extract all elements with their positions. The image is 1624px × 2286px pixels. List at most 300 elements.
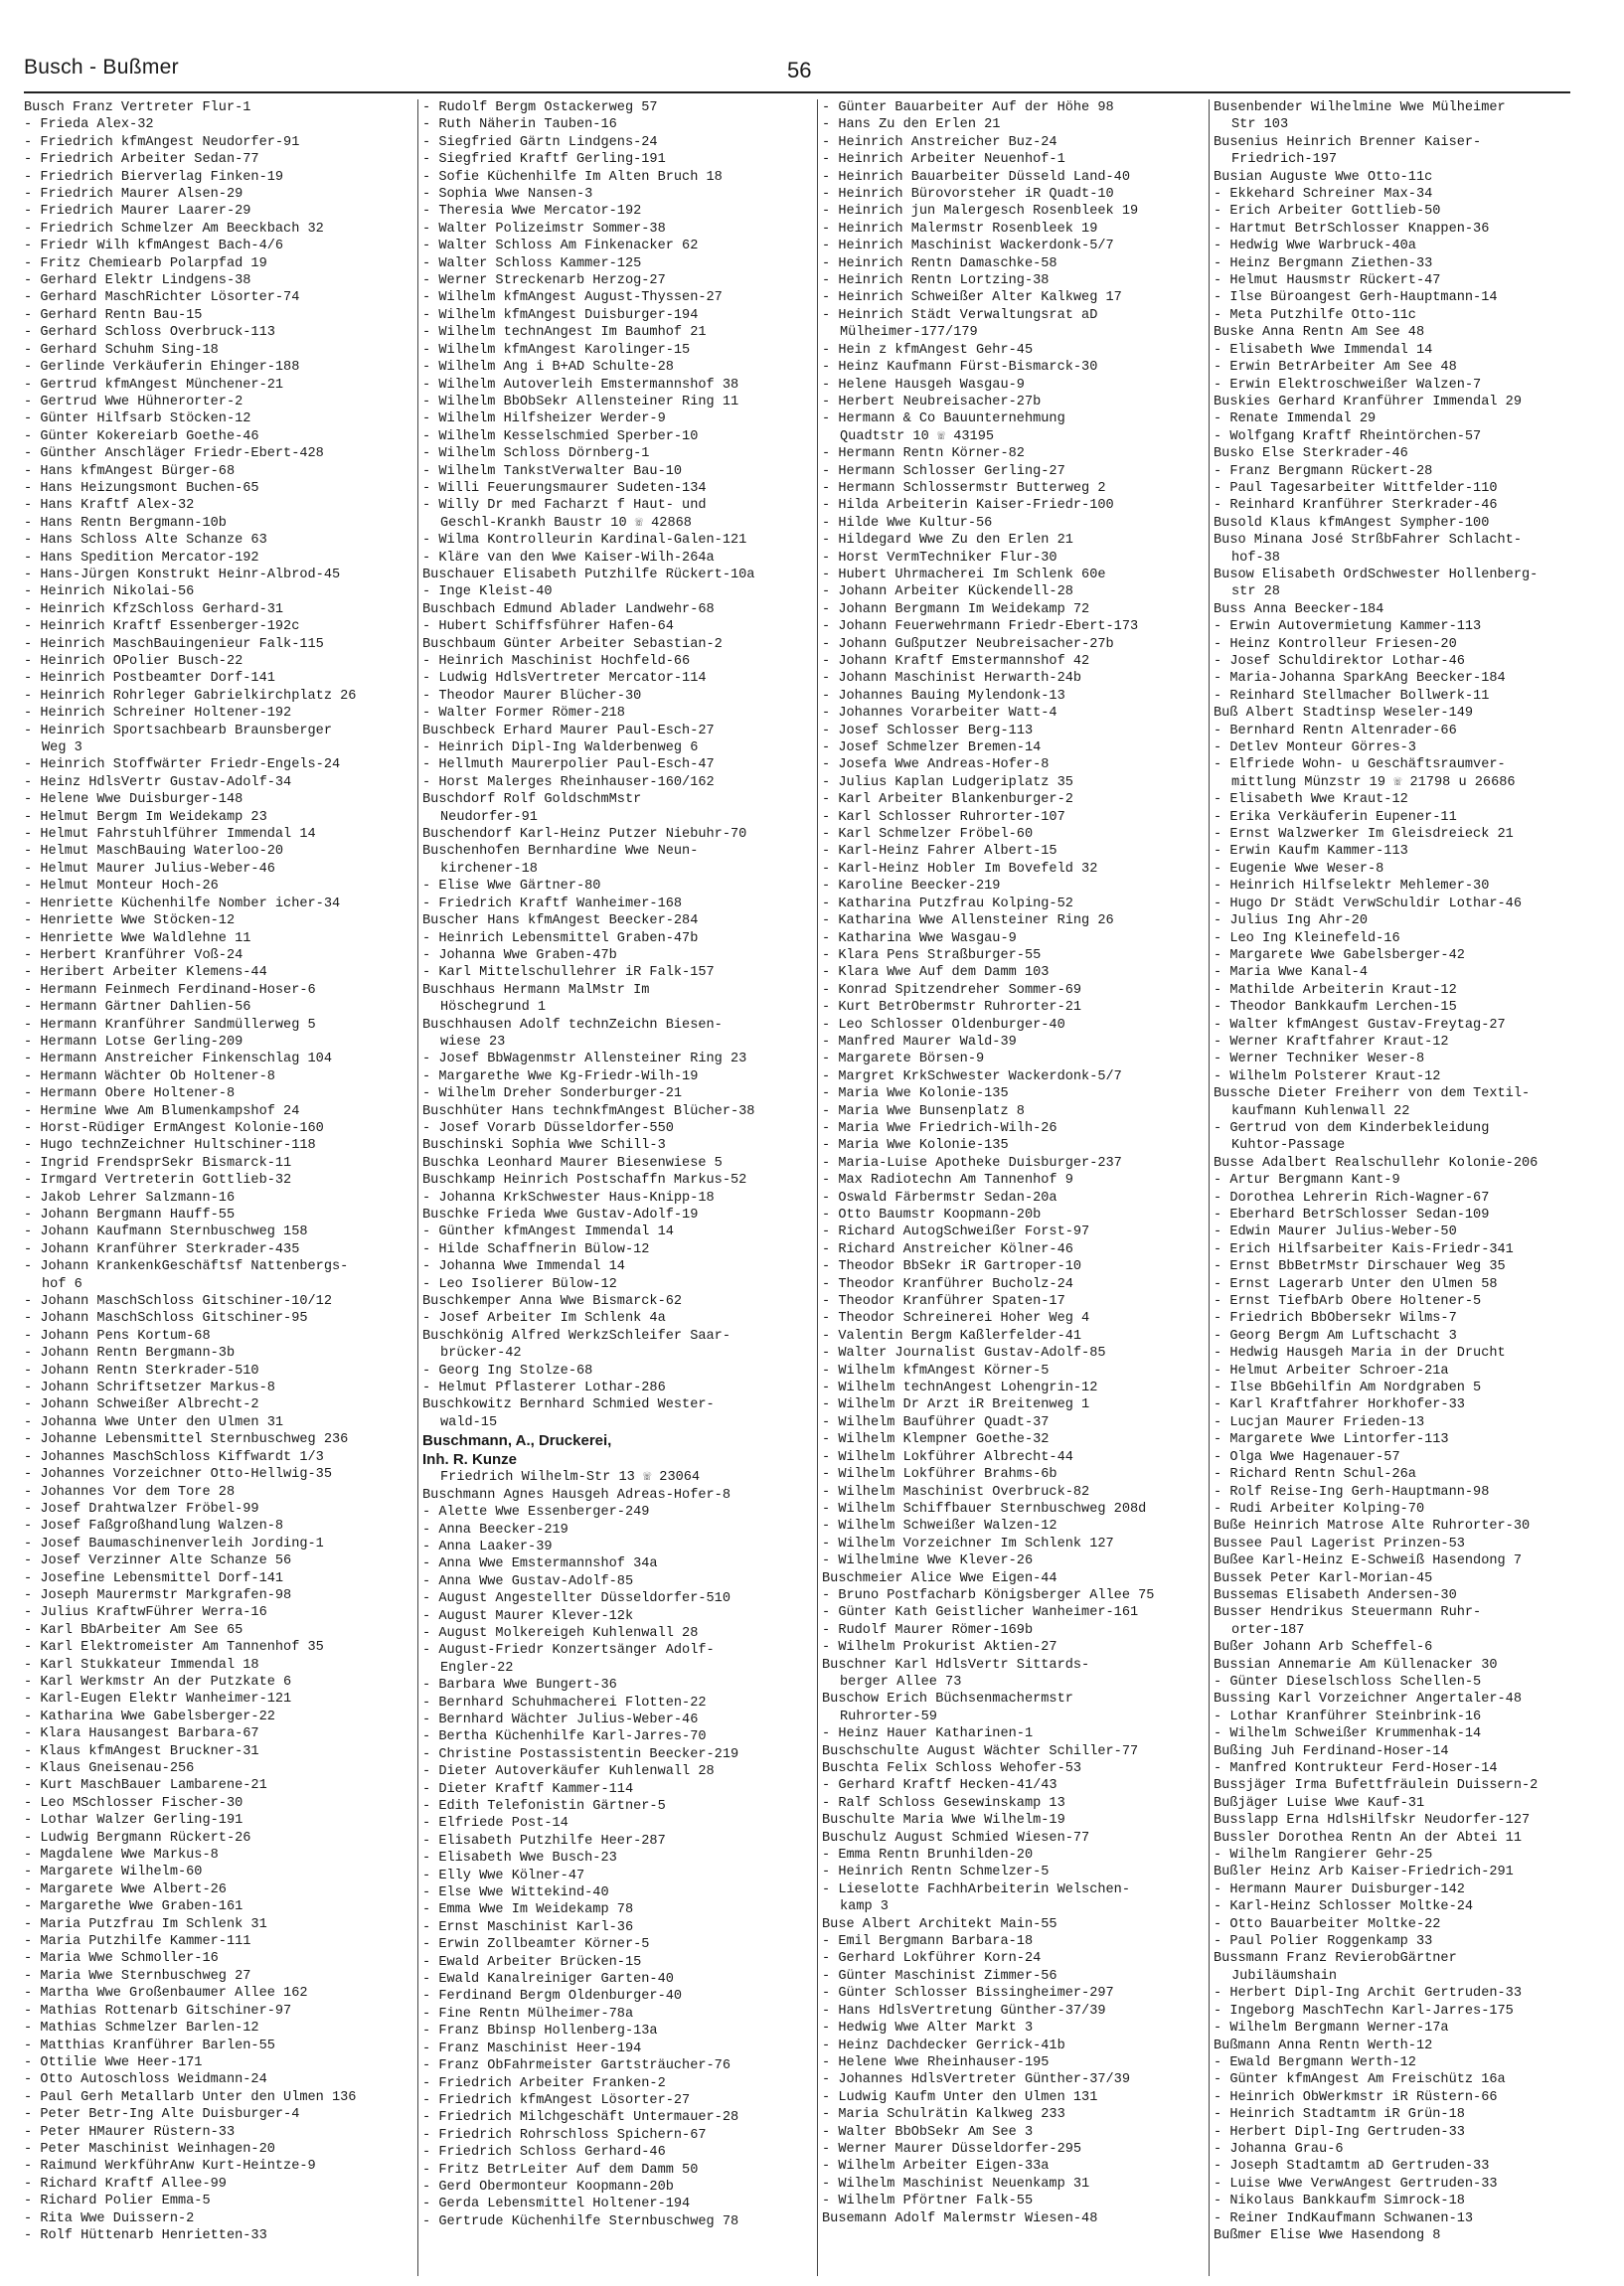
directory-entry: Busse Adalbert Realschullehr Kolonie-206 bbox=[1214, 1155, 1539, 1171]
directory-columns bbox=[24, 99, 1570, 2276]
directory-entry: - Wilhelm Vorzeichner Im Schlenk 127 bbox=[822, 1536, 1114, 1551]
directory-entry: - Siegfried Gärtn Lindgens-24 bbox=[422, 134, 658, 150]
directory-entry: Buscher Hans kfmAngest Beecker-284 bbox=[422, 913, 699, 929]
directory-entry: Busenius Heinrich Brenner Kaiser- bbox=[1214, 134, 1482, 150]
directory-entry: - Heinrich OPolier Busch-22 bbox=[24, 654, 244, 669]
directory-entry: - Margarethe Wwe Kg-Friedr-Wilh-19 bbox=[422, 1068, 699, 1084]
directory-entry: - Maria Wwe Sternbuschweg 27 bbox=[24, 1968, 251, 1984]
directory-entry: Busslapp Erna HdlsHilfskr Neudorfer-127 bbox=[1214, 1813, 1531, 1829]
directory-entry: - Wilhelm Dreher Sonderburger-21 bbox=[422, 1086, 683, 1102]
directory-entry: - Karl Arbeiter Blankenburger-2 bbox=[822, 792, 1073, 808]
directory-entry: - Wilhelm Prokurist Aktien-27 bbox=[822, 1640, 1057, 1656]
directory-entry: - Hans Schloss Alte Schanze 63 bbox=[24, 533, 267, 549]
directory-entry: Buschulte Maria Wwe Wilhelm-19 bbox=[822, 1813, 1065, 1829]
directory-entry: - Ilse BbGehilfin Am Nordgraben 5 bbox=[1214, 1381, 1482, 1396]
directory-entry: Bußmer Elise Wwe Hasendong 8 bbox=[1214, 2227, 1441, 2243]
directory-entry: - Johann Arbeiter Kückendell-28 bbox=[822, 584, 1073, 600]
directory-entry: - Walter BbObSekr Am See 3 bbox=[822, 2124, 1034, 2140]
directory-entry: - Edwin Maurer Julius-Weber-50 bbox=[1214, 1225, 1457, 1240]
directory-entry: - Fine Rentn Mülheimer-78a bbox=[422, 2006, 634, 2022]
directory-entry: - Wilhelm kfmAngest Körner-5 bbox=[822, 1363, 1050, 1379]
directory-entry: - Gerhard Lokführer Korn-24 bbox=[822, 1951, 1042, 1967]
directory-entry: - Dorothea Lehrerin Rich-Wagner-67 bbox=[1214, 1190, 1490, 1206]
directory-entry: Buschbeck Erhard Maurer Paul-Esch-27 bbox=[422, 723, 715, 738]
directory-entry: - Christine Postassistentin Beecker-219 bbox=[422, 1746, 739, 1762]
directory-entry: - Hermann Schlosser Gerling-27 bbox=[822, 463, 1065, 479]
directory-entry: - Friedrich Milchgeschäft Untermauer-28 bbox=[422, 2110, 739, 2126]
directory-entry: - Hermann Schlossermstr Butterweg 2 bbox=[822, 480, 1106, 496]
directory-entry: - Friedrich Arbeiter Sedan-77 bbox=[24, 152, 259, 168]
directory-entry: - Wilhelm Bauführer Quadt-37 bbox=[822, 1414, 1050, 1430]
directory-entry: - Heinrich Maschinist Wackerdonk-5/7 bbox=[822, 239, 1114, 254]
directory-entry: - Hans-Jürgen Konstrukt Heinr-Albrod-45 bbox=[24, 567, 341, 582]
directory-entry: - Emil Bergmann Barbara-18 bbox=[822, 1934, 1034, 1950]
directory-entry: - Friedrich Schmelzer Am Beeckbach 32 bbox=[24, 221, 324, 237]
directory-entry: - Anna Wwe Gustav-Adolf-85 bbox=[422, 1573, 634, 1589]
directory-entry: - Johanna KrkSchwester Haus-Knipp-18 bbox=[422, 1190, 715, 1206]
directory-entry: - Heinrich ObWerkmstr iR Rüstern-66 bbox=[1214, 2089, 1498, 2105]
directory-entry: - Gerlinde Verkäuferin Ehinger-188 bbox=[24, 360, 300, 376]
directory-entry: - Richard Anstreicher Kölner-46 bbox=[822, 1241, 1073, 1257]
directory-entry: - Heinrich Rentn Lortzing-38 bbox=[822, 273, 1050, 289]
directory-entry: - Reinhard Stellmacher Bollwerk-11 bbox=[1214, 688, 1490, 704]
directory-entry: - Johann Pens Kortum-68 bbox=[24, 1328, 211, 1344]
directory-entry: - Helene Wwe Rheinhauser-195 bbox=[822, 2054, 1050, 2070]
directory-entry: - Wilhelm kfmAngest August-Thyssen-27 bbox=[422, 290, 723, 306]
directory-entry: - Lothar Walzer Gerling-191 bbox=[24, 1813, 244, 1829]
directory-entry: - Johanna Grau-6 bbox=[1214, 2141, 1344, 2157]
directory-entry: - Gertrud kfmAngest Münchener-21 bbox=[24, 377, 284, 393]
directory-entry: Buschkemper Anna Wwe Bismarck-62 bbox=[422, 1294, 683, 1310]
directory-entry: - Henriette Wwe Waldlehne 11 bbox=[24, 930, 251, 946]
directory-entry: - Helmut Maurer Julius-Weber-46 bbox=[24, 861, 275, 877]
directory-entry: - Julius Kaplan Ludgeriplatz 35 bbox=[822, 774, 1073, 790]
directory-entry: Kuhtor-Passage bbox=[1231, 1138, 1346, 1154]
directory-entry: - Ernst TiefbArb Obere Holtener-5 bbox=[1214, 1294, 1482, 1310]
directory-entry: - Gerhard Schuhm Sing-18 bbox=[24, 342, 219, 358]
directory-entry: - Helmut Pflasterer Lothar-286 bbox=[422, 1381, 666, 1396]
directory-entry: Buschbach Edmund Ablader Landwehr-68 bbox=[422, 601, 715, 617]
directory-entry: wiese 23 bbox=[440, 1034, 506, 1050]
directory-entry: Busenbender Wilhelmine Wwe Mülheimer bbox=[1214, 100, 1506, 115]
directory-entry: - Margarete Wwe Lintorfer-113 bbox=[1214, 1432, 1449, 1448]
directory-entry: - Heinz Kaufmann Fürst-Bismarck-30 bbox=[822, 360, 1098, 376]
directory-entry: - Heinrich Bürovorsteher iR Quadt-10 bbox=[822, 187, 1114, 203]
directory-entry: - Helmut MaschBauing Waterloo-20 bbox=[24, 844, 284, 860]
directory-entry: - Friedrich Kraftf Wanheimer-168 bbox=[422, 896, 683, 911]
directory-entry: - Johanna Wwe Immendal 14 bbox=[422, 1259, 625, 1275]
directory-entry: Jubiläumshain bbox=[1231, 1968, 1338, 1984]
directory-entry: - Heinrich Hilfselektr Mehlemer-30 bbox=[1214, 879, 1490, 895]
directory-entry: - August Molkereigeh Kuhlenwall 28 bbox=[422, 1625, 699, 1641]
directory-entry: Bussian Annemarie Am Küllenacker 30 bbox=[1214, 1657, 1498, 1673]
directory-entry: Buschinski Sophia Wwe Schill-3 bbox=[422, 1138, 666, 1154]
directory-entry: Buse Albert Architekt Main-55 bbox=[822, 1916, 1057, 1932]
directory-entry: Bußee Karl-Heinz E-Schweiß Hasendong 7 bbox=[1214, 1553, 1522, 1569]
directory-entry: - Maria Putzfrau Im Schlenk 31 bbox=[24, 1916, 267, 1932]
directory-entry: - Hubert Schiffsführer Hafen-64 bbox=[422, 619, 674, 635]
directory-entry: - Friedrich kfmAngest Neudorfer-91 bbox=[24, 134, 300, 150]
directory-entry: - Joseph Maurermstr Markgrafen-98 bbox=[24, 1587, 292, 1603]
directory-entry: - Ottilie Wwe Heer-171 bbox=[24, 2054, 203, 2070]
directory-entry: - Heinrich Lebensmittel Graben-47b bbox=[422, 930, 699, 946]
directory-entry: - Sofie Küchenhilfe Im Alten Bruch 18 bbox=[422, 169, 723, 185]
directory-entry: - Lieselotte FachhArbeiterin Welschen- bbox=[822, 1881, 1130, 1897]
directory-entry: - Heinrich Rentn Schmelzer-5 bbox=[822, 1865, 1050, 1880]
directory-entry: - Mathias Rottenarb Gitschiner-97 bbox=[24, 2003, 292, 2019]
directory-entry: - Nikolaus Bankkaufm Simrock-18 bbox=[1214, 2194, 1465, 2209]
directory-entry: Bussche Dieter Freiherr von dem Textil- bbox=[1214, 1086, 1531, 1102]
directory-entry: - Hermann Wächter Ob Holtener-8 bbox=[24, 1068, 275, 1084]
directory-entry: Buschhaus Hermann MalMstr Im bbox=[422, 982, 650, 998]
directory-entry: - Willy Dr med Facharzt f Haut- und bbox=[422, 498, 707, 514]
directory-entry: - Horst-Rüdiger ErmAngest Kolonie-160 bbox=[24, 1120, 324, 1136]
directory-entry: Friedrich-197 bbox=[1231, 152, 1338, 168]
directory-entry: - Elise Wwe Gärtner-80 bbox=[422, 879, 601, 895]
directory-entry: - Friedrich Maurer Alsen-29 bbox=[24, 187, 244, 203]
directory-entry: Buschmann Agnes Hausgeh Adreas-Hofer-8 bbox=[422, 1487, 731, 1503]
directory-entry: - Wilhelm Kesselschmied Sperber-10 bbox=[422, 428, 699, 444]
directory-entry: - Karoline Beecker-219 bbox=[822, 879, 1001, 895]
directory-entry: - August-Friedr Konzertsänger Adolf- bbox=[422, 1643, 715, 1659]
directory-entry: - Katharina Wwe Wasgau-9 bbox=[822, 930, 1017, 946]
directory-entry: Buschmeier Alice Wwe Eigen-44 bbox=[822, 1570, 1057, 1586]
directory-entry: Mülheimer-177/179 bbox=[840, 325, 978, 341]
directory-entry: - Johann Bergmann Im Weidekamp 72 bbox=[822, 601, 1090, 617]
directory-entry: Buske Anna Rentn Am See 48 bbox=[1214, 325, 1425, 341]
directory-entry: - Ekkehard Schreiner Max-34 bbox=[1214, 187, 1433, 203]
directory-entry: Buschow Erich Büchsenmachermstr bbox=[822, 1692, 1073, 1708]
directory-entry: - Johanna Wwe Graben-47b bbox=[422, 947, 617, 963]
column-2 bbox=[417, 99, 810, 2276]
directory-entry: - Barbara Wwe Bungert-36 bbox=[422, 1678, 617, 1694]
directory-entry: - Maria Wwe Friedrich-Wilh-26 bbox=[822, 1120, 1057, 1136]
directory-entry: - Karl-Heinz Hobler Im Bovefeld 32 bbox=[822, 861, 1098, 877]
directory-entry: - Josefine Lebensmittel Dorf-141 bbox=[24, 1570, 284, 1586]
directory-entry: - Klara Hausangest Barbara-67 bbox=[24, 1726, 259, 1742]
directory-entry: brücker-42 bbox=[440, 1346, 522, 1362]
directory-entry: Buskies Gerhard Kranführer Immendal 29 bbox=[1214, 394, 1522, 409]
directory-entry: - Wilhelm kfmAngest Karolinger-15 bbox=[422, 342, 691, 358]
directory-entry: Buschendorf Karl-Heinz Putzer Niebuhr-70 bbox=[422, 827, 747, 843]
directory-entry: - Heinrich Kraftf Essenberger-192c bbox=[24, 619, 300, 635]
directory-entry: - Fritz Chemiearb Polarpfad 19 bbox=[24, 255, 267, 271]
directory-entry: - Elisabeth Wwe Kraut-12 bbox=[1214, 792, 1408, 808]
directory-entry: - Peter HMaurer Rüstern-33 bbox=[24, 2124, 236, 2140]
directory-entry: - Ewald Bergmann Werth-12 bbox=[1214, 2054, 1416, 2070]
directory-entry: - Hans Rentn Bergmann-10b bbox=[24, 515, 227, 531]
directory-entry: - Gerhard MaschRichter Lösorter-74 bbox=[24, 290, 300, 306]
directory-entry: hof-38 bbox=[1231, 550, 1280, 566]
directory-entry: - Johann Kraftf Emstermannshof 42 bbox=[822, 654, 1090, 669]
directory-entry: - Wilhelm Bergmann Werner-17a bbox=[1214, 2021, 1449, 2037]
directory-entry: - Karl BbArbeiter Am See 65 bbox=[24, 1622, 244, 1638]
directory-entry: - Wilhelm TankstVerwalter Bau-10 bbox=[422, 463, 683, 479]
directory-entry: Buschenhofen Bernhardine Wwe Neun- bbox=[422, 844, 699, 860]
directory-entry: - Kläre van den Wwe Kaiser-Wilh-264a bbox=[422, 550, 715, 566]
directory-entry: - August Angestellter Düsseldorfer-510 bbox=[422, 1591, 731, 1607]
directory-entry: - Günter Bauarbeiter Auf der Höhe 98 bbox=[822, 100, 1114, 115]
column-1 bbox=[24, 99, 413, 2276]
directory-entry: - Bernhard Rentn Altenrader-66 bbox=[1214, 723, 1457, 738]
directory-entry: - Maria Wwe Kolonie-135 bbox=[822, 1086, 1009, 1102]
page-number: 56 bbox=[787, 58, 812, 82]
directory-entry: - Elfriede Wohn- u Geschäftsraumver- bbox=[1214, 757, 1506, 773]
directory-entry: - Ludwig Kaufm Unter den Ulmen 131 bbox=[822, 2089, 1098, 2105]
directory-entry: - Karl-Heinz Schlosser Moltke-24 bbox=[1214, 1899, 1474, 1915]
directory-entry: - Erich Hilfsarbeiter Kais-Friedr-341 bbox=[1214, 1241, 1514, 1257]
directory-entry: - Johanna Wwe Unter den Ulmen 31 bbox=[24, 1414, 284, 1430]
directory-entry: - Hugo technZeichner Hultschiner-118 bbox=[24, 1138, 316, 1154]
directory-entry: Weg 3 bbox=[42, 740, 82, 756]
directory-entry: - Günther Anschläger Friedr-Ebert-428 bbox=[24, 446, 324, 462]
directory-entry: - Herbert Neubreisacher-27b bbox=[822, 394, 1042, 409]
directory-entry: Bußer Johann Arb Scheffel-6 bbox=[1214, 1640, 1433, 1656]
directory-entry: - Karl Stukkateur Immendal 18 bbox=[24, 1657, 259, 1673]
directory-entry: - Eberhard BetrSchlosser Sedan-109 bbox=[1214, 1208, 1490, 1223]
directory-entry: - Julius Ing Ahr-20 bbox=[1214, 913, 1368, 929]
directory-entry: Str 103 bbox=[1231, 117, 1289, 133]
directory-entry: - Franz Bergmann Rückert-28 bbox=[1214, 463, 1433, 479]
directory-entry: - Johannes MaschSchloss Kiffwardt 1/3 bbox=[24, 1449, 324, 1465]
directory-entry: - Wilhelm Ang i B+AD Schulte-28 bbox=[422, 360, 674, 376]
directory-entry: - Friedrich Rohrschloss Spichern-67 bbox=[422, 2127, 707, 2143]
directory-entry: - Hermann Obere Holtener-8 bbox=[24, 1086, 236, 1102]
directory-entry: - Helmut Hausmstr Rückert-47 bbox=[1214, 273, 1441, 289]
directory-entry: - Raimund WerkführAnw Kurt-Heintze-9 bbox=[24, 2159, 316, 2175]
directory-entry: - Günter Kokereiarb Goethe-46 bbox=[24, 428, 259, 444]
directory-entry: - Heinrich Sportsachbearb Braunsberger bbox=[24, 723, 332, 738]
directory-entry: - Theodor Kranführer Bucholz-24 bbox=[822, 1276, 1073, 1292]
directory-entry: - Wilhelm Autoverleih Emstermannshof 38 bbox=[422, 377, 739, 393]
directory-entry: - Günter Kath Geistlicher Wanheimer-161 bbox=[822, 1605, 1139, 1621]
directory-entry: - Maria Wwe Kanal-4 bbox=[1214, 965, 1368, 981]
directory-entry: - Hans HdlsVertretung Günther-37/39 bbox=[822, 2003, 1106, 2019]
directory-entry: - Theodor Maurer Blücher-30 bbox=[422, 688, 642, 704]
directory-entry: Buschke Frieda Wwe Gustav-Adolf-19 bbox=[422, 1208, 699, 1223]
directory-entry: - Karl Schlosser Ruhrorter-107 bbox=[822, 809, 1065, 825]
directory-entry: - Maria Wwe Schmoller-16 bbox=[24, 1951, 219, 1967]
directory-entry: - Werner Streckenarb Herzog-27 bbox=[422, 273, 666, 289]
directory-entry: - Johann Kaufmann Sternbuschweg 158 bbox=[24, 1225, 308, 1240]
directory-entry: - Johanne Lebensmittel Sternbuschweg 236 bbox=[24, 1432, 349, 1448]
directory-entry: - Gerhard Elektr Lindgens-38 bbox=[24, 273, 251, 289]
directory-entry: - Elisabeth Putzhilfe Heer-287 bbox=[422, 1833, 666, 1849]
directory-entry: - Wilhelm Arbeiter Eigen-33a bbox=[822, 2159, 1050, 2175]
directory-entry: - Katharina Wwe Allensteiner Ring 26 bbox=[822, 913, 1114, 929]
directory-entry: Buschmann, A., Druckerei, bbox=[422, 1432, 612, 1450]
directory-entry: - Maria-Johanna SparkAng Beecker-184 bbox=[1214, 671, 1506, 687]
directory-entry: - Otto Baumstr Koopmann-20b bbox=[822, 1208, 1042, 1223]
directory-entry: - Irmgard Vertreterin Gottlieb-32 bbox=[24, 1173, 292, 1189]
directory-entry: orter-187 bbox=[1231, 1622, 1305, 1638]
directory-entry: - Herbert Dipl-Ing Archit Gertruden-33 bbox=[1214, 1986, 1522, 2002]
directory-entry: - Luise Wwe VerwAngest Gertruden-33 bbox=[1214, 2176, 1498, 2192]
directory-entry: - Friedrich Bierverlag Finken-19 bbox=[24, 169, 284, 185]
directory-entry: - Elfriede Post-14 bbox=[422, 1816, 568, 1832]
directory-entry: - Else Wwe Wittekind-40 bbox=[422, 1885, 609, 1901]
directory-entry: - Karl-Eugen Elektr Wanheimer-121 bbox=[24, 1692, 292, 1708]
directory-entry: - Friedrich Arbeiter Franken-2 bbox=[422, 2075, 666, 2091]
directory-entry: - Reinhard Kranführer Sterkrader-46 bbox=[1214, 498, 1498, 514]
directory-entry: - Richard Kraftf Allee-99 bbox=[24, 2176, 227, 2192]
directory-entry: - Erwin Zollbeamter Körner-5 bbox=[422, 1937, 650, 1953]
directory-entry: - Heinrich Stoffwärter Friedr-Engels-24 bbox=[24, 757, 341, 773]
directory-entry: - Henriette Wwe Stöcken-12 bbox=[24, 913, 236, 929]
directory-entry: - Bernhard Schuhmacherei Flotten-22 bbox=[422, 1695, 707, 1711]
directory-entry: - Mathias Schmelzer Barlen-12 bbox=[24, 2021, 259, 2037]
directory-entry: Busemann Adolf Malermstr Wiesen-48 bbox=[822, 2210, 1098, 2226]
directory-entry: - Franz Bbinsp Hollenberg-13a bbox=[422, 2024, 658, 2040]
directory-entry: - Bertha Küchenhilfe Karl-Jarres-70 bbox=[422, 1729, 707, 1745]
directory-entry: - Margarete Börsen-9 bbox=[822, 1052, 985, 1067]
directory-entry: - Valentin Bergm Kaßlerfelder-41 bbox=[822, 1328, 1082, 1344]
directory-entry: - Rolf Hüttenarb Henrietten-33 bbox=[24, 2227, 267, 2243]
directory-entry: - Johann Bergmann Hauff-55 bbox=[24, 1208, 236, 1223]
directory-entry: - Theresia Wwe Mercator-192 bbox=[422, 204, 642, 220]
directory-entry: - Wilhelm Schweißer Walzen-12 bbox=[822, 1519, 1057, 1535]
directory-entry: - Franz ObFahrmeister Gartsträucher-76 bbox=[422, 2058, 731, 2074]
directory-entry: - Wilhelm Schloss Dörnberg-1 bbox=[422, 446, 650, 462]
directory-entry: - Artur Bergmann Kant-9 bbox=[1214, 1173, 1400, 1189]
directory-entry: - Dieter Kraftf Kammer-114 bbox=[422, 1781, 634, 1797]
directory-entry: - Siegfried Kraftf Gerling-191 bbox=[422, 152, 666, 168]
directory-entry: - Ludwig Bergmann Rückert-26 bbox=[24, 1830, 251, 1846]
directory-entry: - Erwin BetrArbeiter Am See 48 bbox=[1214, 360, 1457, 376]
directory-entry: - Helene Hausgeh Wasgau-9 bbox=[822, 377, 1025, 393]
directory-entry: - Margarethe Wwe Graben-161 bbox=[24, 1899, 244, 1915]
directory-entry: - Renate Immendal 29 bbox=[1214, 411, 1377, 427]
directory-entry: - Hellmuth Maurerpolier Paul-Esch-47 bbox=[422, 757, 715, 773]
directory-entry: - Lothar Kranführer Steinbrink-16 bbox=[1214, 1709, 1482, 1724]
directory-entry: - Kurt MaschBauer Lambarene-21 bbox=[24, 1778, 267, 1794]
directory-entry: - Konrad Spitzendreher Sommer-69 bbox=[822, 982, 1082, 998]
directory-entry: - Leo Isolierer Bülow-12 bbox=[422, 1276, 617, 1292]
directory-entry: - Hugo Dr Städt VerwSchuldir Lothar-46 bbox=[1214, 896, 1522, 911]
directory-entry: - Ewald Kanalreiniger Garten-40 bbox=[422, 1972, 674, 1988]
directory-entry: - Horst VermTechniker Flur-30 bbox=[822, 550, 1057, 566]
directory-entry: - Wilhelm Schiffbauer Sternbuschweg 208d bbox=[822, 1501, 1147, 1517]
directory-entry: - Johann MaschSchloss Gitschiner-95 bbox=[24, 1311, 308, 1327]
directory-entry: - Klara Pens Straßburger-55 bbox=[822, 947, 1042, 963]
directory-entry: str 28 bbox=[1231, 584, 1280, 600]
directory-entry: - Theodor Bankkaufm Lerchen-15 bbox=[1214, 1000, 1457, 1016]
directory-entry: - Josef Schmelzer Bremen-14 bbox=[822, 740, 1042, 756]
directory-entry: - Heinrich Städt Verwaltungsrat aD bbox=[822, 307, 1098, 323]
directory-entry: Buschkönig Alfred WerkzSchleifer Saar- bbox=[422, 1328, 731, 1344]
directory-entry: - Anna Beecker-219 bbox=[422, 1522, 568, 1538]
directory-entry: - Johann Maschinist Herwarth-24b bbox=[822, 671, 1082, 687]
directory-entry: - Wilhelm Lokführer Albrecht-44 bbox=[822, 1449, 1073, 1465]
directory-entry: - Johann MaschSchloss Gitschiner-10/12 bbox=[24, 1294, 332, 1310]
directory-entry: Buschdorf Rolf GoldschmMstr bbox=[422, 792, 642, 808]
directory-entry: Buße Heinrich Matrose Alte Ruhrorter-30 bbox=[1214, 1519, 1531, 1535]
directory-entry: - Ingeborg MaschTechn Karl-Jarres-175 bbox=[1214, 2003, 1514, 2019]
directory-entry: - Bruno Postfacharb Königsberger Allee 75 bbox=[822, 1587, 1155, 1603]
directory-entry: - Helmut Arbeiter Schroer-21a bbox=[1214, 1363, 1449, 1379]
directory-entry: - Erwin Elektroschweißer Walzen-7 bbox=[1214, 377, 1482, 393]
directory-entry: - Wolfgang Kraftf Rheintörchen-57 bbox=[1214, 428, 1482, 444]
directory-entry: - Gerhard Rentn Bau-15 bbox=[24, 307, 203, 323]
directory-entry: - Ruth Näherin Tauben-16 bbox=[422, 117, 617, 133]
directory-entry: - Hilda Arbeiterin Kaiser-Friedr-100 bbox=[822, 498, 1114, 514]
directory-entry: - Ewald Arbeiter Brücken-15 bbox=[422, 1954, 642, 1970]
directory-entry: - Heinrich Anstreicher Buz-24 bbox=[822, 134, 1057, 150]
directory-entry: - Günter kfmAngest Am Freischütz 16a bbox=[1214, 2072, 1506, 2088]
directory-entry: - Heinrich Rohrleger Gabrielkirchplatz 26 bbox=[24, 688, 357, 704]
directory-entry: - Heinrich Bauarbeiter Düsseld Land-40 bbox=[822, 169, 1130, 185]
directory-entry: - Wilhelm Dr Arzt iR Breitenweg 1 bbox=[822, 1397, 1090, 1413]
directory-entry: - Josef Schuldirektor Lothar-46 bbox=[1214, 654, 1465, 669]
directory-entry: - Rudi Arbeiter Kolping-70 bbox=[1214, 1501, 1425, 1517]
directory-entry: - Erwin Autovermietung Kammer-113 bbox=[1214, 619, 1482, 635]
directory-entry: - Olga Wwe Hagenauer-57 bbox=[1214, 1449, 1400, 1465]
directory-entry: - Heinrich Stadtamtm iR Grün-18 bbox=[1214, 2107, 1465, 2123]
directory-entry: - Helmut Bergm Im Weidekamp 23 bbox=[24, 809, 267, 825]
directory-entry: - Johann Schriftsetzer Markus-8 bbox=[24, 1381, 275, 1396]
directory-entry: - Wilhelm Polsterer Kraut-12 bbox=[1214, 1068, 1441, 1084]
directory-entry: - Horst Malerges Rheinhauser-160/162 bbox=[422, 774, 715, 790]
directory-entry: - Wilhelmine Wwe Klever-26 bbox=[822, 1553, 1034, 1569]
directory-entry: - Wilhelm technAngest Im Baumhof 21 bbox=[422, 325, 707, 341]
directory-entry: - Hermann Maurer Duisburger-142 bbox=[1214, 1881, 1465, 1897]
directory-entry: - Otto Autoschloss Weidmann-24 bbox=[24, 2072, 267, 2088]
directory-entry: Buschhüter Hans technkfmAngest Blücher-38 bbox=[422, 1103, 755, 1119]
directory-entry: - Josef Vorarb Düsseldorfer-550 bbox=[422, 1120, 674, 1136]
directory-entry: - Johann Rentn Bergmann-3b bbox=[24, 1346, 236, 1362]
directory-entry: - Hans Spedition Mercator-192 bbox=[24, 550, 259, 566]
directory-entry: - Gertrud von dem Kinderbekleidung bbox=[1214, 1120, 1490, 1136]
directory-entry: Busold Klaus kfmAngest Sympher-100 bbox=[1214, 515, 1490, 531]
column-4 bbox=[1209, 99, 1575, 2276]
directory-entry: - Hermann Anstreicher Finkenschlag 104 bbox=[24, 1052, 332, 1067]
directory-entry: - Sophia Wwe Nansen-3 bbox=[422, 187, 593, 203]
directory-entry: - Johannes Vorzeichner Otto-Hellwig-35 bbox=[24, 1467, 332, 1483]
directory-entry: - Franz Maschinist Heer-194 bbox=[422, 2041, 642, 2056]
directory-entry: - Günter Schlosser Bissingheimer-297 bbox=[822, 1986, 1114, 2002]
directory-entry: - Edith Telefonistin Gärtner-5 bbox=[422, 1799, 666, 1814]
directory-entry: - Heinrich Schreiner Holtener-192 bbox=[24, 706, 292, 722]
directory-entry: - Werner Kraftfahrer Kraut-12 bbox=[1214, 1034, 1449, 1050]
directory-entry: - Walter Schloss Kammer-125 bbox=[422, 255, 642, 271]
directory-entry: Höschegrund 1 bbox=[440, 1000, 547, 1016]
directory-entry: - Heinz Kontrolleur Friesen-20 bbox=[1214, 636, 1457, 652]
directory-entry: - Walter Journalist Gustav-Adolf-85 bbox=[822, 1346, 1106, 1362]
directory-entry: Busow Elisabeth OrdSchwester Hollenberg- bbox=[1214, 567, 1539, 582]
directory-entry: - Richard AutogSchweißer Forst-97 bbox=[822, 1225, 1090, 1240]
directory-entry: - Herbert Dipl-Ing Gertruden-33 bbox=[1214, 2124, 1465, 2140]
directory-entry: mittlung Münzstr 19 ☏ 21798 u 26686 bbox=[1231, 774, 1516, 790]
directory-entry: hof 6 bbox=[42, 1276, 82, 1292]
directory-entry: - Inge Kleist-40 bbox=[422, 584, 553, 600]
directory-entry: - Elisabeth Wwe Busch-23 bbox=[422, 1851, 617, 1867]
directory-entry: - Maria-Luise Apotheke Duisburger-237 bbox=[822, 1155, 1122, 1171]
directory-entry: - Ernst Walzwerker Im Gleisdreieck 21 bbox=[1214, 827, 1514, 843]
directory-entry: - Johannes Vor dem Tore 28 bbox=[24, 1484, 236, 1500]
directory-entry: - Leo Ing Kleinefeld-16 bbox=[1214, 930, 1400, 946]
directory-entry: - Josef Drahtwalzer Fröbel-99 bbox=[24, 1501, 259, 1517]
directory-entry: - Werner Maurer Düsseldorfer-295 bbox=[822, 2141, 1082, 2157]
directory-entry: - Maria Wwe Bunsenplatz 8 bbox=[822, 1103, 1025, 1119]
directory-entry: - Johann Schweißer Albrecht-2 bbox=[24, 1397, 259, 1413]
directory-entry: - Wilhelm Hilfsheizer Werder-9 bbox=[422, 411, 666, 427]
directory-entry: - Heinrich jun Malergesch Rosenbleek 19 bbox=[822, 204, 1139, 220]
directory-entry: - Rudolf Maurer Römer-169b bbox=[822, 1622, 1034, 1638]
directory-entry: - Josef BbWagenmstr Allensteiner Ring 23 bbox=[422, 1052, 747, 1067]
directory-entry: Bussee Paul Lagerist Prinzen-53 bbox=[1214, 1536, 1465, 1551]
directory-entry: - Hermann Rentn Körner-82 bbox=[822, 446, 1025, 462]
directory-entry: - Wilhelm Maschinist Overbruck-82 bbox=[822, 1484, 1090, 1500]
